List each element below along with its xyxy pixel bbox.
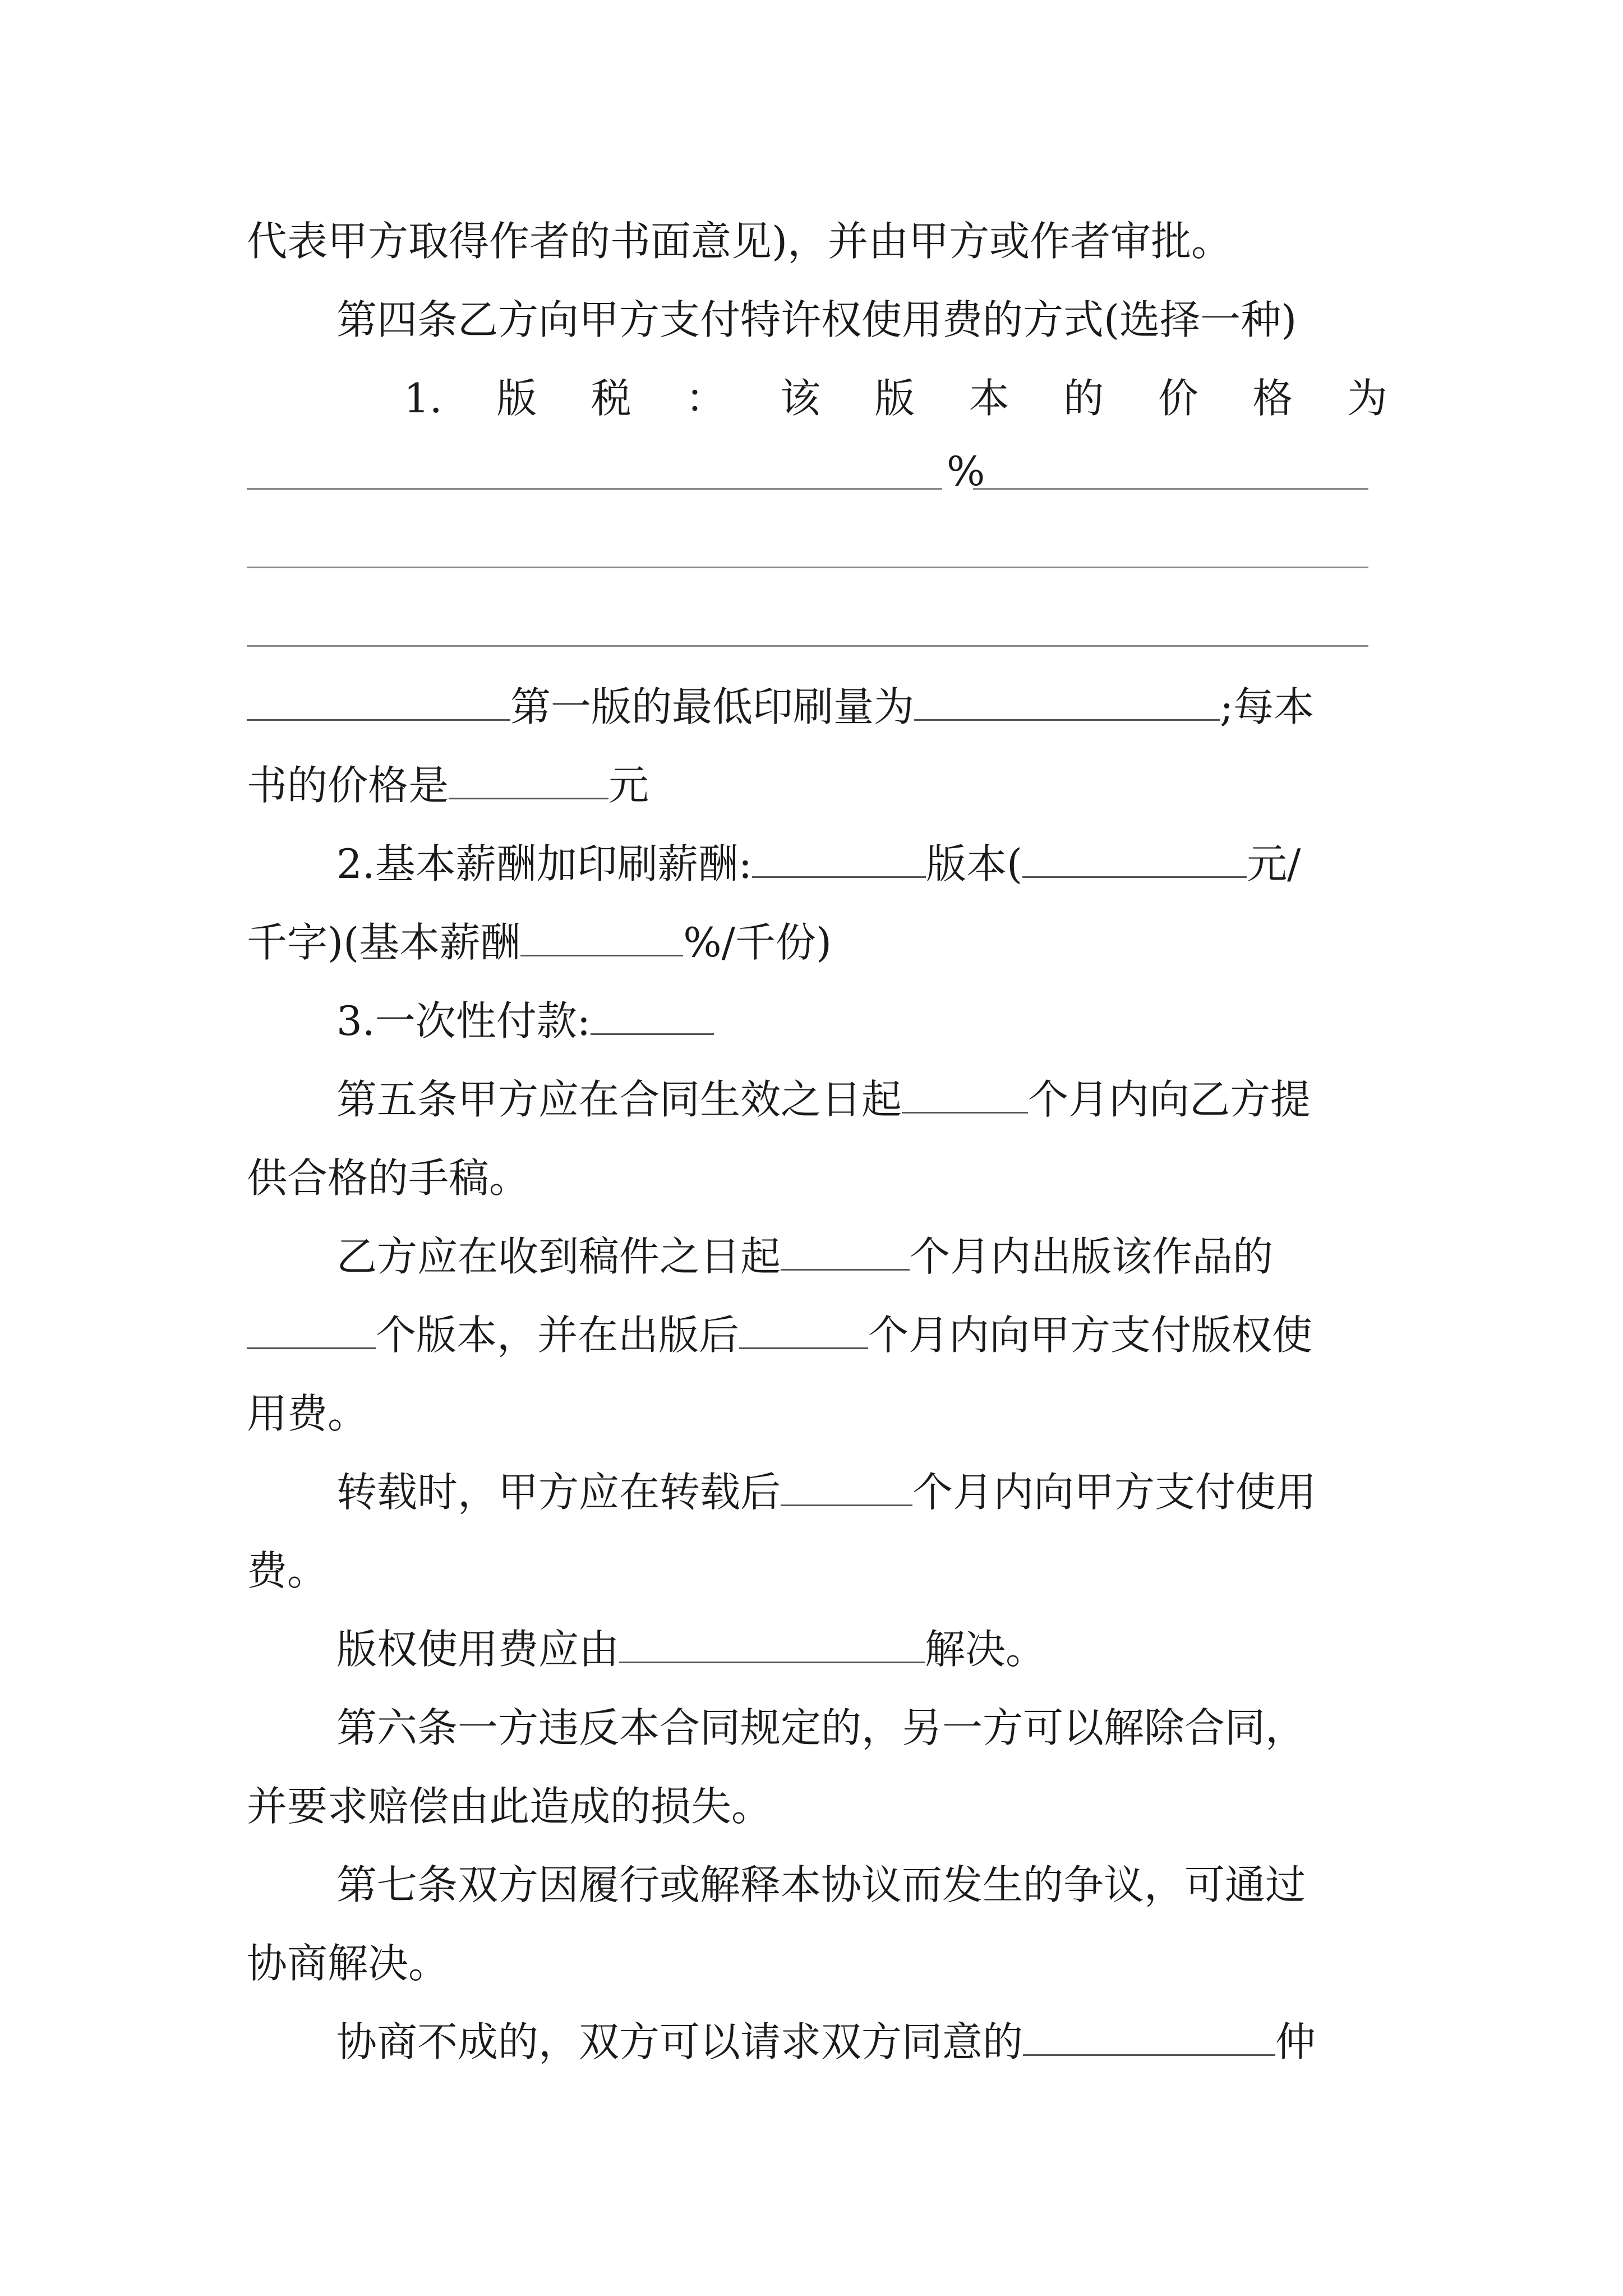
blank-field[interactable] (781, 1232, 910, 1271)
royalty-char: 价 (1158, 375, 1198, 422)
paragraph-line (336, 2014, 1316, 2070)
article-seven-line (336, 1857, 1306, 1913)
royalty-char: 1. (404, 375, 442, 422)
paragraph-line (247, 213, 1232, 269)
text: %/千份) (683, 919, 832, 966)
royalty-char: 税 (591, 375, 631, 422)
text: 解决。 (925, 1626, 1046, 1673)
text: 乙方应在收到稿件之日起 (336, 1233, 781, 1280)
text: 版权使用费应由 (336, 1626, 620, 1673)
text: 个月内向甲方支付使用 (912, 1469, 1317, 1516)
blank-line[interactable] (973, 488, 1368, 490)
text: 2.基本薪酬加印刷薪酬: (336, 840, 752, 887)
paragraph-line (247, 914, 832, 970)
text: 第四条乙方向甲方支付特许权使用费的方式(选择一种) (336, 296, 1297, 343)
text: 元/ (1247, 840, 1301, 887)
paragraph-line (336, 836, 1301, 892)
royalty-label-line (404, 370, 1387, 426)
royalty-char: 格 (1252, 375, 1293, 422)
paragraph-line (336, 1621, 1046, 1677)
text: 代表甲方取得作者的书面意见)，并由甲方或作者审批。 (247, 218, 1232, 265)
text: 供合格的手稿。 (247, 1154, 530, 1202)
article-six-line (336, 1700, 1306, 1756)
text: 第七条双方因履行或解释本协议而发生的争议，可通过 (336, 1861, 1306, 1908)
blank-field[interactable] (914, 683, 1220, 721)
text: 协商不成的，双方可以请求双方同意的 (336, 2018, 1023, 2065)
text: 个月内出版该作品的 (910, 1233, 1274, 1280)
text: 并要求赔偿由此造成的损失。 (247, 1783, 772, 1830)
paragraph-line (247, 1935, 449, 1991)
text: 第一版的最低印刷量为 (510, 683, 915, 730)
blank-line[interactable] (247, 488, 942, 490)
text: 仲 (1275, 2018, 1316, 2065)
blank-field[interactable] (247, 683, 510, 721)
blank-field[interactable] (520, 918, 683, 956)
paragraph-line (247, 679, 1314, 735)
paragraph-line (247, 1386, 368, 1442)
text: 版本( (925, 840, 1023, 887)
article-four-heading (336, 292, 1297, 348)
blank-field[interactable] (449, 761, 608, 799)
article-five-line (336, 1071, 1311, 1128)
paragraph-line (336, 993, 714, 1049)
royalty-char: 版 (496, 375, 537, 422)
text: 第五条甲方应在合同生效之日起 (336, 1076, 902, 1123)
paragraph-line (247, 1307, 1312, 1363)
paragraph-line (336, 1228, 1273, 1285)
paragraph-line (247, 1543, 328, 1599)
blank-field[interactable] (1022, 840, 1247, 878)
text: 费。 (247, 1547, 328, 1594)
blank-field[interactable] (739, 1311, 868, 1349)
text: 千字)(基本薪酬 (247, 919, 521, 966)
text: 元 (608, 762, 649, 809)
royalty-char: 的 (1063, 375, 1104, 422)
percent-sign: % (947, 448, 985, 495)
blank-line[interactable] (247, 567, 1368, 568)
text: 协商解决。 (247, 1940, 449, 1987)
text: 个版本，并在出版后 (376, 1312, 740, 1359)
blank-line[interactable] (247, 645, 1368, 647)
royalty-char: 版 (874, 375, 915, 422)
text: 个月内向乙方提 (1028, 1076, 1311, 1123)
royalty-char: ： (685, 375, 726, 422)
royalty-char: 为 (1347, 375, 1387, 422)
paragraph-line (247, 1778, 772, 1834)
paragraph-line (247, 757, 649, 813)
text: 转载时，甲方应在转载后 (336, 1469, 781, 1516)
blank-field[interactable] (247, 1311, 376, 1349)
paragraph-line (336, 1464, 1316, 1520)
blank-field[interactable] (781, 1468, 912, 1506)
blank-field[interactable] (619, 1625, 925, 1663)
text: ;每本 (1220, 683, 1315, 730)
royalty-char: 该 (780, 375, 820, 422)
blank-field[interactable] (752, 840, 926, 878)
blank-field[interactable] (902, 1075, 1028, 1114)
blank-field[interactable] (591, 997, 714, 1035)
royalty-char: 本 (969, 375, 1009, 422)
text: 书的价格是 (247, 762, 449, 809)
text: 个月内向甲方支付版权使 (868, 1312, 1313, 1359)
blank-field[interactable] (1023, 2018, 1275, 2056)
text: 3.一次性付款: (336, 997, 591, 1045)
text: 用费。 (247, 1390, 368, 1437)
paragraph-line (247, 1150, 529, 1206)
text: 第六条一方违反本合同规定的，另一方可以解除合同， (336, 1704, 1306, 1751)
